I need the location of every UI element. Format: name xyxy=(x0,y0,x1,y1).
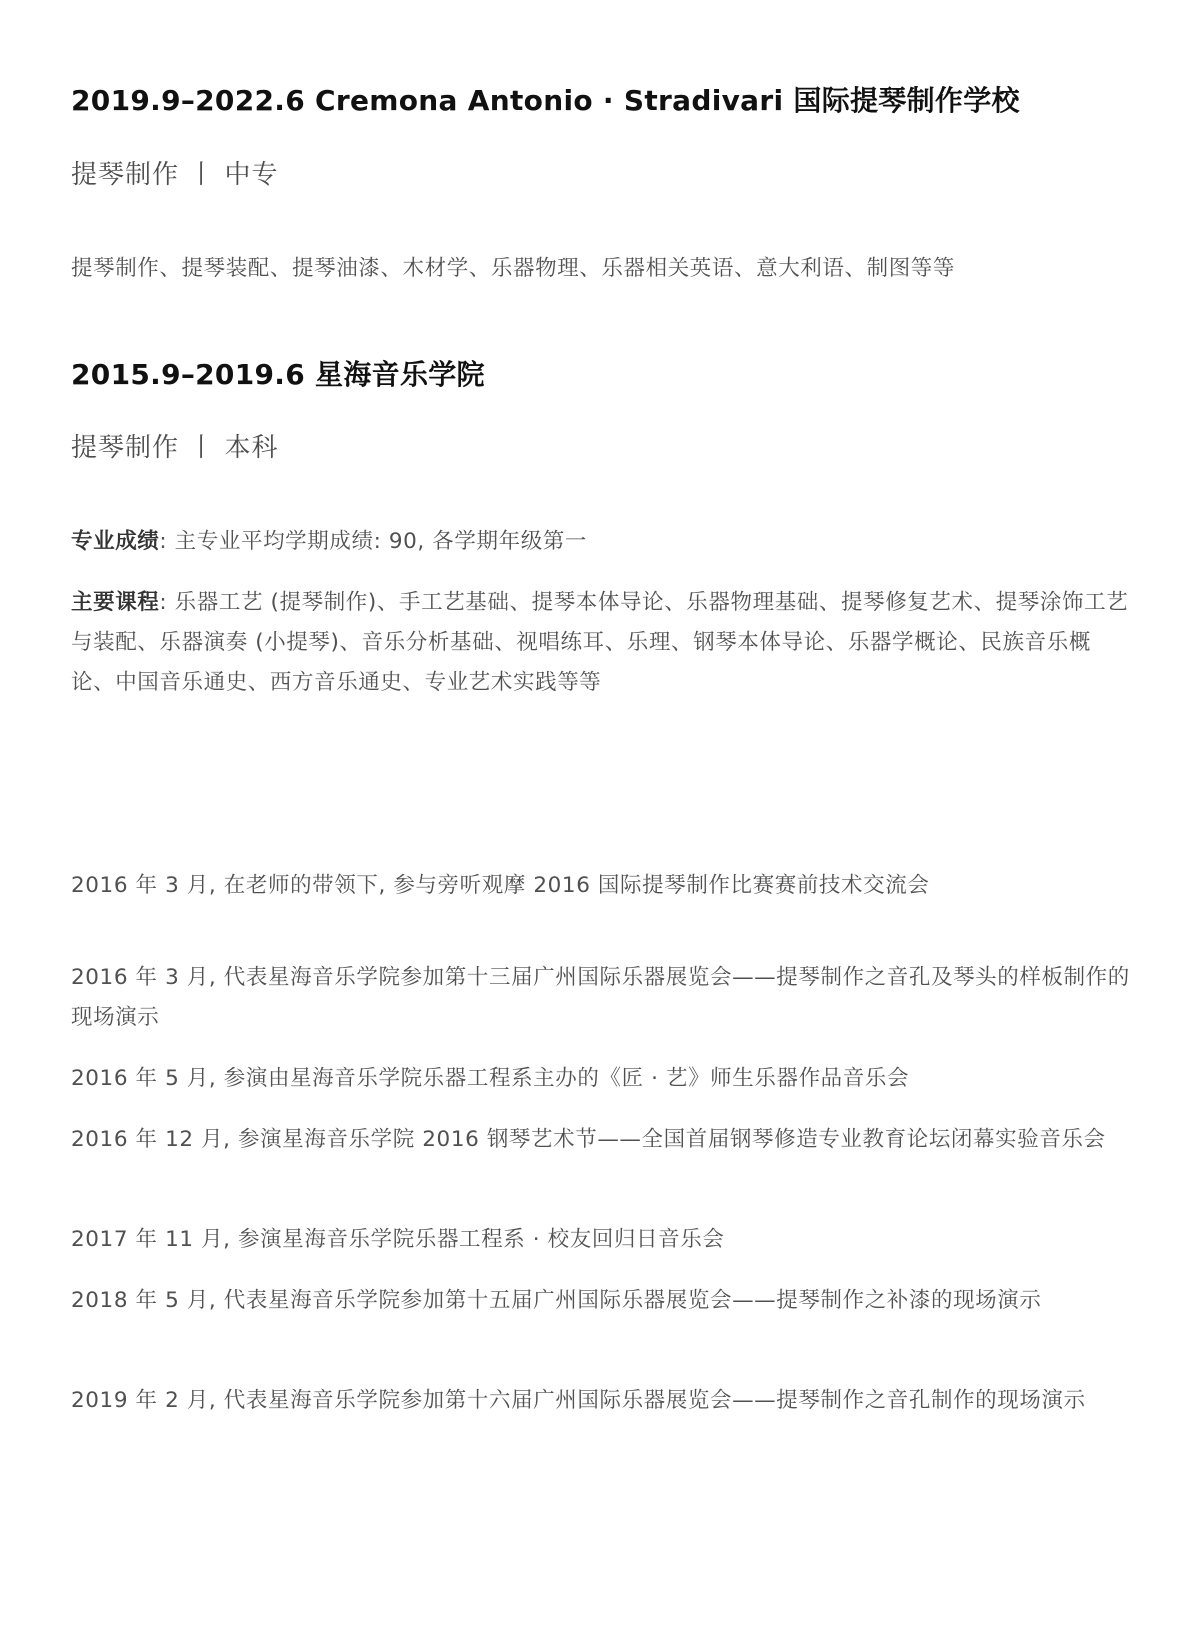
education-2-heading: 2015.9–2019.6 星海音乐学院 xyxy=(71,358,485,391)
courses-label: 主要课程 xyxy=(71,590,160,615)
activity-item-6: 2018 年 5 月, 代表星海音乐学院参加第十五届广州国际乐器展览会——提琴制作之补漆的现场演示 xyxy=(71,1288,1042,1313)
grades-value: : 主专业平均学期成绩: 90, 各学期年级第一 xyxy=(159,529,587,554)
education-1-heading: 2019.9–2022.6 Cremona Antonio · Stradivari 国际提琴制作学校 xyxy=(71,84,1020,117)
activity-item-7: 2019 年 2 月, 代表星海音乐学院参加第十六届广州国际乐器展览会——提琴制作之音孔制作的现场演示 xyxy=(71,1388,1086,1413)
education-2-courses xyxy=(71,583,1131,703)
education-2-subtitle: 提琴制作 丨 本科 xyxy=(71,433,279,463)
education-1-subtitle: 提琴制作 丨 中专 xyxy=(71,160,279,190)
activity-item-3: 2016 年 5 月, 参演由星海音乐学院乐器工程系主办的《匠 · 艺》师生乐器作品音乐会 xyxy=(71,1066,910,1091)
activity-item-4: 2016 年 12 月, 参演星海音乐学院 2016 钢琴艺术节——全国首届钢琴修造专业教育论坛闭幕实验音乐会 xyxy=(71,1127,1106,1152)
grades-label: 专业成绩 xyxy=(71,529,160,554)
activity-item-1: 2016 年 3 月, 在老师的带领下, 参与旁听观摩 2016 国际提琴制作比赛赛前技术交流会 xyxy=(71,873,930,898)
courses-value: : 乐器工艺 (提琴制作)、手工艺基础、提琴本体导论、乐器物理基础、提琴修复艺术、提琴涂饰工艺与装配、乐器演奏 (小提琴)、音乐分析基础、视唱练耳、乐理、钢琴本体导论、乐器学概论、民族音乐概论、中国音乐通史、西方音乐通史、专业艺术实践等等 xyxy=(71,590,1129,695)
activity-item-2: 2016 年 3 月, 代表星海音乐学院参加第十三届广州国际乐器展览会——提琴制作之音孔及琴头的样板制作的现场演示 xyxy=(71,965,1130,1030)
education-1-courses: 提琴制作、提琴装配、提琴油漆、木材学、乐器物理、乐器相关英语、意大利语、制图等等 xyxy=(71,256,956,281)
education-2-grades xyxy=(71,522,1131,562)
activity-item-5: 2017 年 11 月, 参演星海音乐学院乐器工程系 · 校友回归日音乐会 xyxy=(71,1227,725,1252)
